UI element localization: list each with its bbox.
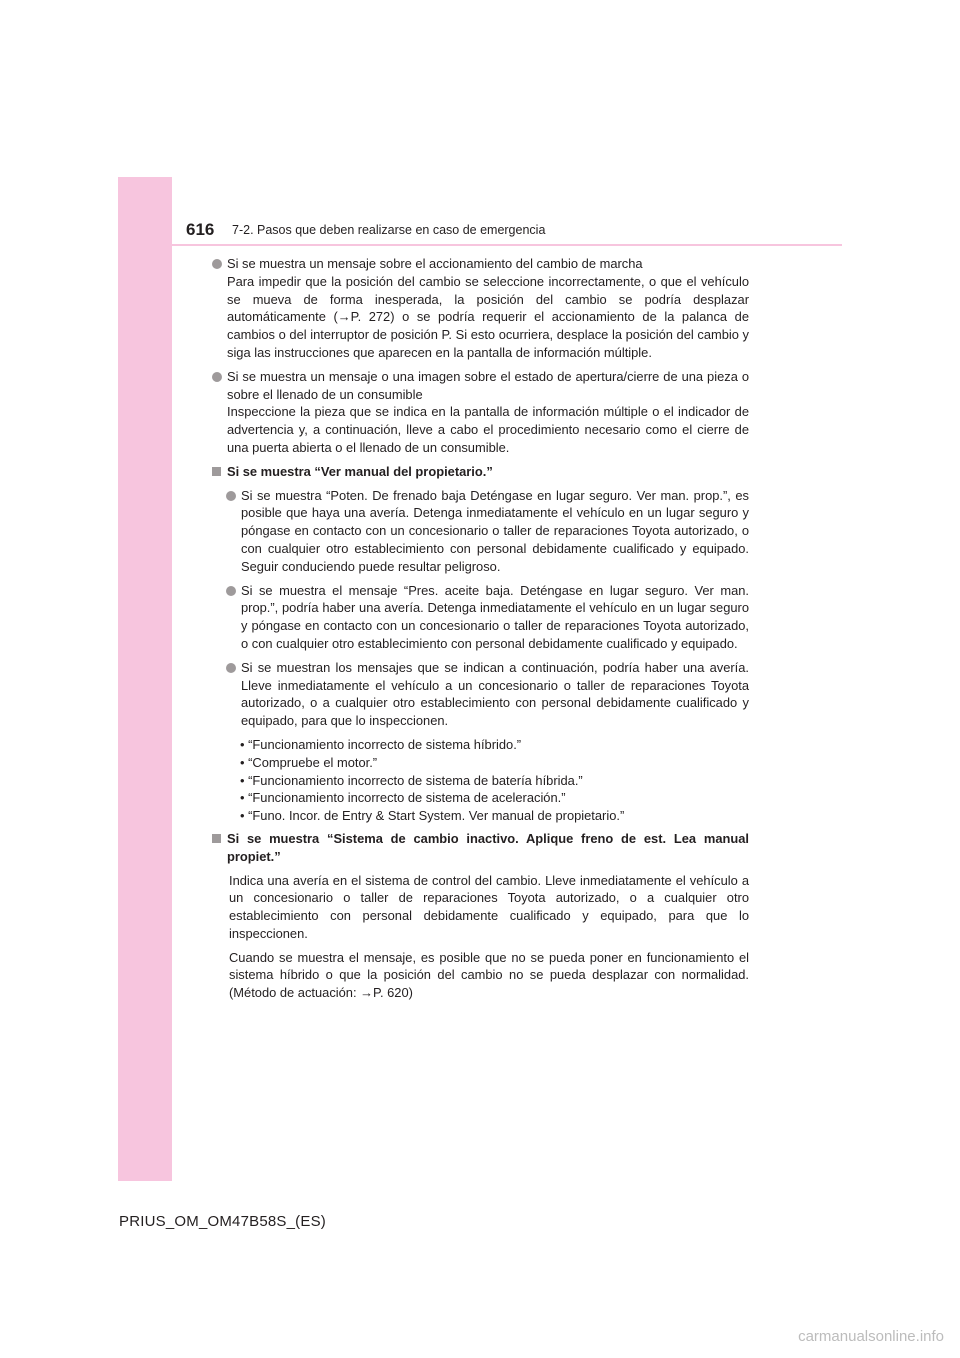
gray-square-bullet-icon <box>212 467 221 476</box>
list-item <box>226 582 749 653</box>
warning-message: • “Funo. Incor. de Entry & Start System. Ver manual de propietario.” <box>240 807 749 825</box>
list-item-text: Si se muestran los mensajes que se indican a continuación, podría haber una avería. Lleve inmediatamente el vehículo a un concesionario o taller de reparaciones Toyota autorizado, o a cualquier otro establecimiento con personal debidamente cualificado y equipado, para que lo inspeccionen. <box>241 659 749 729</box>
section-heading <box>212 830 749 866</box>
chapter-title: 7-2. Pasos que deben realizarse en caso de emergencia <box>232 223 546 237</box>
gray-circle-bullet-icon <box>226 663 236 673</box>
gray-circle-bullet-icon <box>226 491 236 501</box>
gray-square-bullet-icon <box>212 834 221 843</box>
item-body: Inspeccione la pieza que se indica en la pantalla de información múltiple o el indicador de advertencia y, a continuación, lleve a cabo el procedimiento necesario como el cierre de una puerta abierta o el llenado de un consumible. <box>227 404 749 455</box>
section-heading <box>212 463 749 481</box>
list-item <box>226 487 749 576</box>
item-heading: Si se muestra un mensaje o una imagen sobre el estado de apertura/cierre de una pieza o sobre el llenado de un consumible <box>227 368 749 402</box>
warning-message-list <box>240 736 749 825</box>
list-item-text: Si se muestra “Poten. De frenado baja Deténgase en lugar seguro. Ver man. prop.”, es posible que haya una avería. Detenga inmediatamente el vehículo en un lugar seguro y póngase en contacto con un concesionario o taller de reparaciones Toyota autorizado, o con cualquier otro establecimiento con personal debidamente cualificado y equipado. Seguir conduciendo puede resultar peligroso. <box>241 487 749 574</box>
warning-message: • “Funcionamiento incorrecto de sistema de batería híbrida.” <box>240 772 749 790</box>
list-item <box>212 368 749 457</box>
page-number: 616 <box>186 220 215 239</box>
warning-message: • “Funcionamiento incorrecto de sistema de aceleración.” <box>240 789 749 807</box>
item-heading: Si se muestra un mensaje sobre el accionamiento del cambio de marcha <box>227 256 643 271</box>
paragraph: Indica una avería en el sistema de control del cambio. Lleve inmediatamente el vehículo a un concesionario o taller de reparaciones Toyota autorizado, o a cualquier otro establecimiento con personal debidamente cualificado y equipado, para que lo inspeccionen. <box>229 872 749 941</box>
gray-circle-bullet-icon <box>212 372 222 382</box>
gray-circle-bullet-icon <box>226 586 236 596</box>
paragraph: Cuando se muestra el mensaje, es posible que no se pueda poner en funcionamiento el sistema híbrido o que la posición del cambio no se pueda desplazar con normalidad. (Método de actuación: →P. 620) <box>229 949 749 1001</box>
warning-message: • “Funcionamiento incorrecto de sistema híbrido.” <box>240 736 749 754</box>
list-item <box>226 659 749 730</box>
side-accent-band <box>118 177 172 1181</box>
list-item-text <box>227 255 749 362</box>
page-content <box>212 255 749 1008</box>
list-item-text <box>227 368 749 457</box>
watermark: carmanualsonline.info <box>798 1328 944 1345</box>
header-divider <box>172 244 842 246</box>
item-body: Para impedir que la posición del cambio se seleccione incorrectamente, o que el vehículo se mueva de forma inesperada, la posición del cambio se podría desplazar automáticamente (→P. 272) o se podría requerir el accionamiento de la palanca de cambios o del interruptor de posición P. Si esto ocurriera, desplace la posición del cambio y siga las instrucciones que aparecen en la pantalla de información múltiple. <box>227 273 749 360</box>
warning-message: • “Compruebe el motor.” <box>240 754 749 772</box>
document-code: PRIUS_OM_OM47B58S_(ES) <box>119 1213 326 1230</box>
list-item <box>212 255 749 362</box>
list-item-text: Si se muestra el mensaje “Pres. aceite baja. Deténgase en lugar seguro. Ver man. prop.”, podría haber una avería. Detenga inmediatamente el vehículo en un lugar seguro y póngase en contacto con un concesionario o taller de reparaciones Toyota autorizado, o con cualquier otro establecimiento con personal debidamente cualificado y equipado. <box>241 582 749 651</box>
section-heading-text: Si se muestra “Ver manual del propietario.” <box>227 463 493 479</box>
section-heading-text: Si se muestra “Sistema de cambio inactivo. Aplique freno de est. Lea manual propiet.” <box>227 830 749 864</box>
gray-circle-bullet-icon <box>212 259 222 269</box>
